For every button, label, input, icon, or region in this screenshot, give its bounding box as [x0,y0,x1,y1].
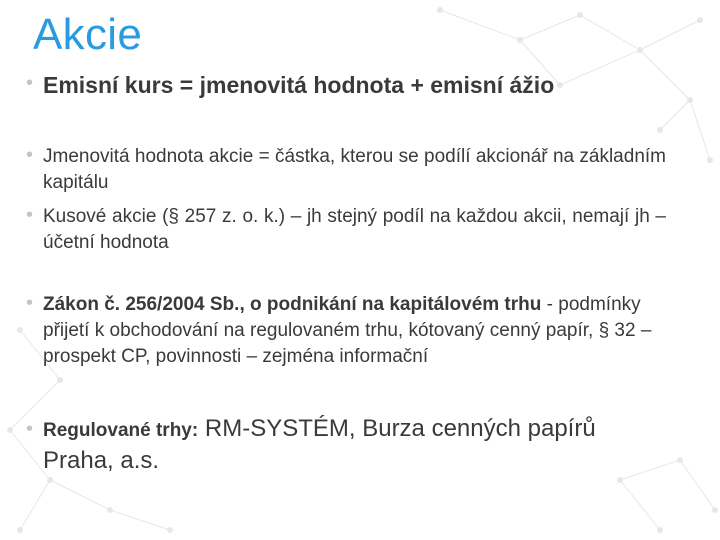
bullet-text-rest: - podmínky přijetí k obchodování na regulovaném trhu, kótovaný cenný papír, § 32 – prospekt CP, povinnosti – zejména informační [43,294,652,367]
bullet-marker: • [26,72,34,94]
bullet-text-rest: RM-SYSTÉM, Burza cenných papírů Praha, a.s. [43,415,596,474]
bullet-marker: • [26,204,34,226]
bullet-item-regulated-markets [26,414,666,478]
bullet-text: Jmenovitá hodnota akcie = částka, kterou se podílí akcionář na základním kapitálu [43,146,666,193]
bullet-text: Kusové akcie (§ 257 z. o. k.) – jh stejný podíl na každou akcii, nemají jh – účetní hodnota [43,206,666,253]
bullet-text-bold: Zákon č. 256/2004 Sb., o podnikání na kapitálovém trhu [43,294,542,315]
bullet-text [43,292,666,370]
bullet-item-issue-price [26,70,666,100]
bullet-item-nominal-value [26,144,666,196]
bullet-marker: • [26,144,34,166]
bullet-marker: • [26,418,34,440]
bullet-text [43,414,666,478]
slide-title: Akcie [33,10,143,59]
bullet-text: Emisní kurs = jmenovitá hodnota + emisní ážio [43,72,555,98]
bullet-item-unit-shares [26,204,666,256]
bullet-text-bold: Regulované trhy: [43,420,199,441]
bullet-item-capital-market-act [26,292,666,370]
bullet-marker: • [26,292,34,314]
